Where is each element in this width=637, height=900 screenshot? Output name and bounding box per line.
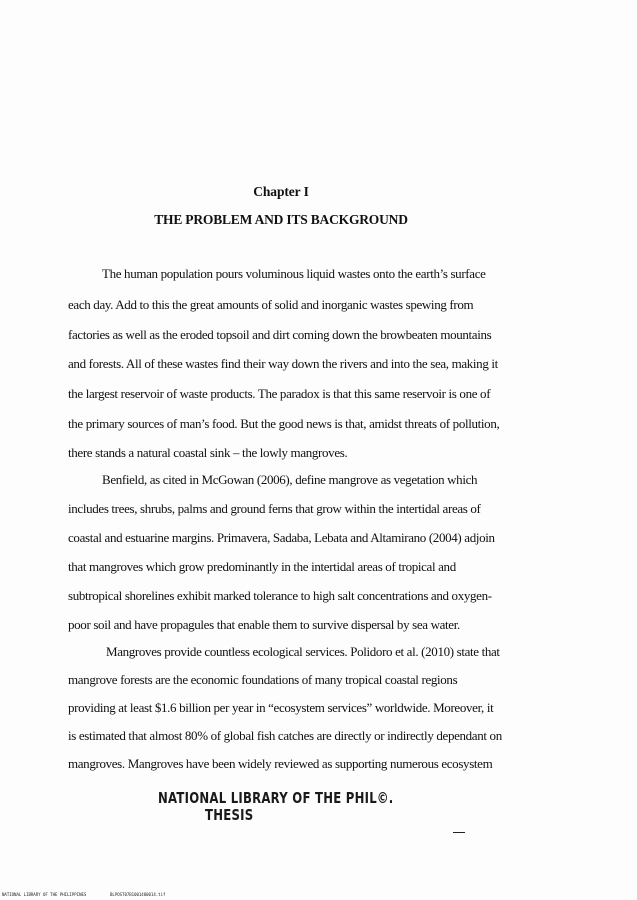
paragraph-3-line-5: mangroves. Mangroves have been widely reviewed as supporting numerous ecosystem — [68, 756, 493, 771]
paragraph-1-line-1: The human population pours voluminous liquid wastes onto the earth’s surface — [102, 266, 486, 281]
paragraph-3-line-2: mangrove forests are the economic foundations of many tropical coastal regions — [68, 672, 458, 687]
page-number-mark — [453, 832, 465, 833]
library-stamp-line-1: NATIONAL LIBRARY OF THE PHIL©. — [158, 789, 394, 807]
paragraph-2-line-1: Benfield, as cited in McGowan (2006), define mangrove as vegetation which — [102, 472, 478, 487]
paragraph-1-line-6: the primary sources of man’s food. But the good news is that, amidst threats of pollution, — [68, 416, 500, 431]
scan-footer-source: NATIONAL LIBRARY OF THE PHILIPPINES — [2, 892, 87, 897]
paragraph-1-line-5: the largest reservoir of waste products. The paradox is that this same reservoir is one of — [68, 386, 491, 401]
paragraph-3-line-3: providing at least $1.6 billion per year in “ecosystem services” worldwide. Moreover, it — [68, 700, 494, 715]
paragraph-2-line-6: poor soil and have propagules that enable them to survive dispersal by sea water. — [68, 617, 460, 632]
paragraph-1-line-2: each day. Add to this the great amounts of solid and inorganic wastes spewing from — [68, 297, 474, 312]
chapter-title: THE PROBLEM AND ITS BACKGROUND — [154, 212, 408, 227]
paragraph-1-line-4: and forests. All of these wastes find their way down the rivers and into the sea, making it — [68, 356, 498, 371]
paragraph-1-line-7: there stands a natural coastal sink – the lowly mangroves. — [68, 445, 348, 460]
paragraph-3-line-4: is estimated that almost 80% of global fish catches are directly or indirectly dependant on — [68, 728, 502, 743]
paragraph-2-line-4: that mangroves which grow predominantly in the intertidal areas of tropical and — [68, 559, 456, 574]
paragraph-2-line-2: includes trees, shrubs, palms and ground ferns that grow within the intertidal areas of — [68, 501, 481, 516]
paragraph-2-line-3: coastal and estuarine margins. Primavera, Sadaba, Lebata and Altamirano (2004) adjoin — [68, 530, 495, 545]
chapter-label: Chapter I — [253, 184, 309, 199]
paragraph-2-line-5: subtropical shorelines exhibit marked tolerance to high salt concentrations and oxygen- — [68, 588, 492, 603]
paragraph-1-line-3: factories as well as the eroded topsoil and dirt coming down the browbeaten mountains — [68, 327, 492, 342]
library-stamp-line-2: THESIS — [205, 806, 254, 824]
paragraph-3-line-1: Mangroves provide countless ecological services. Polidoro et al. (2010) state that — [106, 644, 500, 659]
scan-footer-filename: BLPOST07B1001480014.tif — [110, 892, 166, 897]
